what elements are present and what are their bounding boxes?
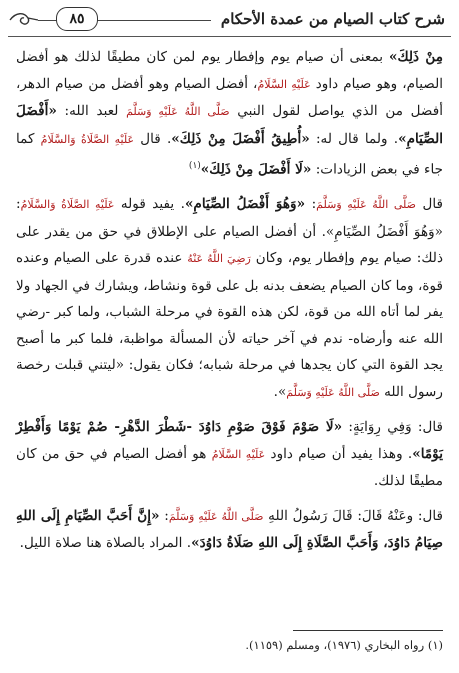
quoted-hadith: «لَا صَوْمَ فَوْقَ صَوْمِ دَاوُدَ -شَطْرَ الدَّهْرِ- صُمْ يَوْمًا وَأَفْطِرْ يَوْمًا»	[16, 419, 443, 462]
page-header	[8, 4, 451, 38]
text-segment: . المراد بالصلاة هنا صلاة الليل.	[19, 535, 192, 552]
quoted-hadith: «أُطِيقُ أَفْضَلَ مِنْ ذَلِكَ»	[171, 130, 310, 147]
text-segment: : «وَهُوَ أَفْضَلُ الصِّيَامِ». أن أفضل الصيام على الإطلاق في حق من يقدر على ذلك: صيام يوم وإفطار يوم، وكان	[16, 196, 443, 267]
text-segment: بمعنى أن صيام يوم وإفطار يوم لمن كان مطيقًا لذلك هو أفضل الصيام، وهو صيام داود	[16, 49, 444, 92]
footnote: (١) رواه البخاري (١٩٧٦)، ومسلم (١١٥٩).	[245, 638, 443, 652]
honorific: صَلَّى اللَّهُ عَلَيْهِ وَسَلَّمَ	[286, 385, 380, 399]
text-segment: قال:	[413, 507, 443, 524]
quoted-hadith: «وَهُوَ أَفْضَلُ الصِّيَامِ»	[184, 196, 306, 213]
text-segment: عنده قدرة على الصيام وعنده قوة، وما كان الصيام يضعف بدنه بل على قوة ونشاط، ويشارك في الجهاد ولا يفر لما أتاه الله من قوة، لكن هذه القوة في مرحلة الشباب، ولما كبر -رضي الله عنه وأرضاه- ندم في آخر حياته لأن المسألة مواظبة، فلما كبر ما أصبح يجد القوة التي كان يجدها في مرحلة شبابه؛ فكان يقول: «ليتني قبلت رخصة رسول الله	[16, 250, 443, 400]
text-segment: هو أفضل الصيام في حق من كان مطيقًا لذلك.	[16, 445, 443, 490]
running-title: شرح كتاب الصيام من عمدة الأحكام	[220, 10, 445, 28]
text-segment: قال	[416, 196, 443, 213]
paragraph	[16, 191, 443, 406]
text-segment: :	[159, 507, 169, 524]
honorific: صَلَّى اللَّهُ عَلَيْهِ وَسَلَّمَ	[126, 105, 230, 118]
paragraph	[16, 414, 443, 495]
honorific: صَلَّى اللَّهُ عَلَيْهِ وَسَلَّمَ	[168, 509, 264, 523]
text-segment: . يفيد قوله	[114, 196, 185, 213]
quoted-hadith: «لَا أَفْضَلَ مِنْ ذَلِكَ»	[200, 161, 312, 178]
quoted-hadith: مِنْ ذَلِكَ»	[388, 49, 443, 65]
honorific: عَلَيْهِ السَّلَامُ	[211, 447, 266, 461]
text-segment: . ولما قال له:	[309, 130, 399, 147]
text-segment: ، أفضل الصيام وهو أفضل من صيام الدهر، أفضل من الذي يواصل لقول النبي	[16, 75, 444, 119]
text-segment: وَفِي رِوَايَةٍ:	[342, 419, 412, 436]
flourish-ornament-icon	[8, 10, 38, 30]
text-segment: قال:	[411, 419, 443, 436]
footnote-separator	[293, 630, 443, 631]
honorific: رَضِيَ اللَّهُ عَنْهُ	[187, 252, 251, 266]
text-segment: . قال	[134, 130, 172, 147]
honorific: صَلَّى اللَّهُ عَلَيْهِ وَسَلَّمَ	[316, 198, 417, 212]
honorific: عَلَيْهِ الصَّلَاةُ وَالسَّلَامُ	[40, 132, 135, 146]
honorific: عَلَيْهِ الصَّلَاةُ وَالسَّلَامُ	[20, 198, 115, 212]
text-segment: كما جاء في بعض الزيادات:	[16, 130, 443, 178]
honorific: عَلَيْهِ السَّلَامُ	[257, 77, 311, 91]
text-segment: . وهذا يفيد أن صيام داود	[265, 445, 413, 462]
footnote-ref: (١)	[188, 161, 201, 171]
text-segment: وعَنْهُ قَالَ: قَالَ رَسُولُ اللهِ	[263, 507, 414, 524]
text-segment: ».	[273, 383, 287, 400]
text-segment: لعبد الله:	[56, 103, 127, 119]
header-rule	[8, 36, 451, 37]
paragraph	[16, 44, 443, 183]
quoted-hadith: «أَفْضَلَ الصِّيَامِ»	[16, 103, 443, 147]
body-text	[16, 44, 443, 565]
text-segment: :	[305, 196, 317, 213]
quoted-hadith: «إِنَّ أَحَبَّ الصِّيَامِ إِلَى اللهِ صِيَامُ دَاوُدَ، وَأَحَبَّ الصَّلَاةِ إِلَى اللهِ صَلَاةُ دَاوُدَ»	[16, 507, 443, 552]
paragraph	[16, 503, 443, 557]
page-number: ٨٥	[56, 7, 98, 31]
